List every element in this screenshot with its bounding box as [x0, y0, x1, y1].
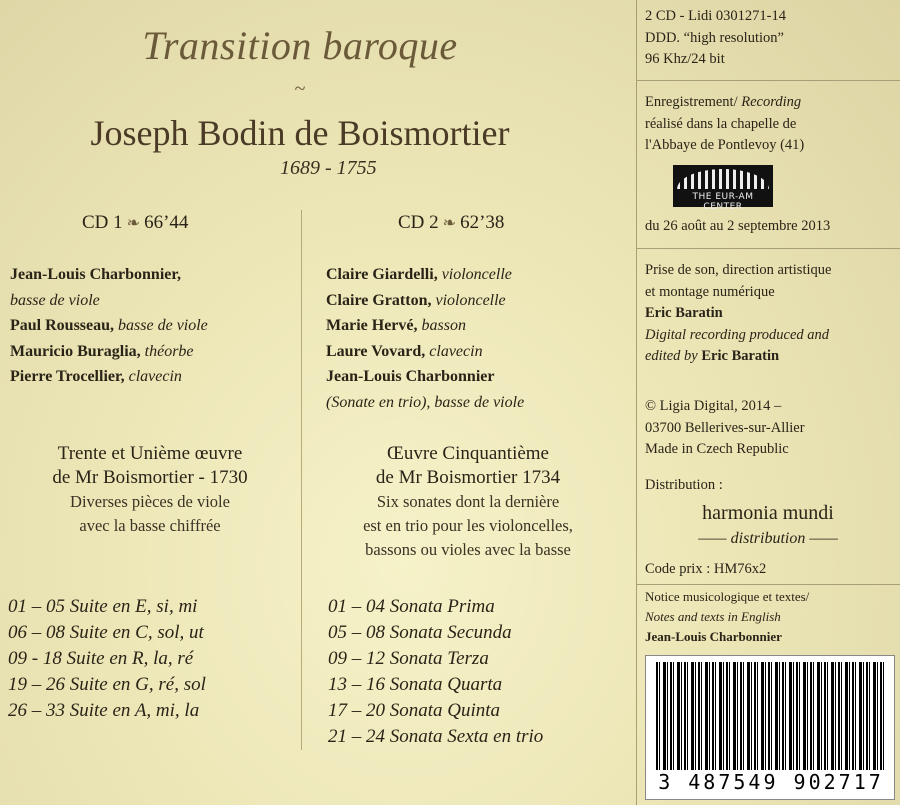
- cd1-tracklist: [8, 594, 206, 724]
- work-description: est en trio pour les violoncelles,: [363, 516, 573, 535]
- price-code: Code prix : HM76x2: [645, 561, 767, 577]
- track-item: 26 – 33 Suite en A, mi, la: [8, 700, 200, 721]
- arch-icon: [677, 169, 769, 189]
- work-description: Diverses pièces de viole: [70, 492, 230, 511]
- performer-row: Pierre Trocellier, clavecin: [10, 368, 182, 385]
- recording-info: Enregistrement/ Recording réalisé dans la chapelle de l'Abbaye de Pontlevoy (41): [645, 94, 805, 153]
- track-item: 01 – 05 Suite en E, si, mi: [8, 596, 198, 617]
- leaf-ornament-icon: ❧: [126, 215, 141, 232]
- work-title: Trente et Unième œuvre: [57, 443, 243, 464]
- cd1-performers: [10, 262, 208, 390]
- distributor-subtitle: —— distribution ——: [698, 530, 838, 547]
- cd2-duration: 62’38: [460, 212, 505, 233]
- distribution-label: Distribution :: [645, 477, 723, 493]
- performer-row: Laure Vovard, clavecin: [326, 342, 483, 360]
- distributor-logo: harmonia mundi: [702, 502, 834, 524]
- performer-row: Jean-Louis Charbonnier,: [10, 266, 181, 283]
- performer-row: Paul Rousseau, basse de viole: [10, 317, 208, 334]
- album-title: Transition baroque: [142, 23, 458, 68]
- performer-row: (Sonate en trio), basse de viole: [326, 393, 525, 411]
- cd2-performers: [326, 262, 524, 415]
- track-item: 05 – 08 Sonata Secunda: [328, 622, 512, 643]
- venue-logo: [673, 165, 773, 212]
- track-item: 09 - 18 Suite en R, la, ré: [8, 648, 194, 669]
- barcode-bars: [656, 662, 884, 770]
- work-description: bassons ou violes avec la basse: [365, 540, 571, 559]
- title-ornament: ~: [294, 78, 306, 100]
- work-title: Œuvre Cinquantième: [387, 443, 549, 464]
- sidebar-divider: [636, 0, 637, 805]
- notes-credits: Notice musicologique et textes/ Notes and texts in English Jean-Louis Charbonnier: [645, 589, 810, 644]
- track-item: 06 – 08 Suite en C, sol, ut: [8, 622, 204, 643]
- performer-row: basse de viole: [10, 291, 100, 309]
- performer-row: Jean-Louis Charbonnier: [326, 368, 495, 385]
- composer-name: Joseph Bodin de Boismortier: [90, 113, 510, 153]
- performer-row: Claire Gratton, violoncelle: [326, 291, 506, 309]
- track-item: 17 – 20 Sonata Quinta: [328, 700, 501, 721]
- leaf-ornament-icon: ❧: [442, 215, 457, 232]
- track-item: 09 – 12 Sonata Terza: [328, 648, 489, 669]
- cd1-duration: 66’44: [144, 212, 189, 233]
- work-title: de Mr Boismortier - 1730: [52, 467, 248, 488]
- work-title: de Mr Boismortier 1734: [375, 467, 561, 488]
- barcode: [645, 655, 895, 800]
- production-credits: Prise de son, direction artistique et montage numérique Eric Baratin Digital recording produced and edited by Eric Baratin: [645, 262, 832, 364]
- work-description: Six sonates dont la dernière: [376, 492, 560, 511]
- format-info: 2 CD - Lidi 0301271-14 DDD. “high resolution” 96 Khz/24 bit: [645, 8, 786, 67]
- composer-years: 1689 - 1755: [280, 157, 377, 179]
- track-item: 21 – 24 Sonata Sexta en trio: [328, 726, 544, 747]
- cd2-label: CD 2: [398, 212, 439, 233]
- sidebar-rule: [636, 248, 900, 249]
- track-item: 13 – 16 Sonata Quarta: [328, 674, 503, 695]
- recording-dates: du 26 août au 2 septembre 2013: [645, 218, 831, 234]
- column-divider: [301, 210, 302, 750]
- sidebar-rule: [636, 80, 900, 81]
- cd1-work-info: [0, 442, 300, 538]
- copyright-info: © Ligia Digital, 2014 – 03700 Bellerives-sur-Allier Made in Czech Republic: [645, 398, 805, 457]
- cd1-label: CD 1: [82, 212, 123, 233]
- venue-logo-label: THE EUR-AM CENTER: [692, 192, 754, 212]
- cd1-header: [82, 212, 188, 234]
- performer-row: Mauricio Buraglia, théorbe: [10, 342, 194, 360]
- performer-row: Claire Giardelli, violoncelle: [326, 266, 512, 283]
- track-item: 01 – 04 Sonata Prima: [328, 596, 495, 617]
- cd2-work-info: [310, 442, 626, 562]
- track-item: 19 – 26 Suite en G, ré, sol: [8, 674, 206, 695]
- cd2-tracklist: [328, 594, 543, 750]
- sidebar-rule: [636, 584, 900, 585]
- cd2-header: [398, 212, 504, 234]
- work-description: avec la basse chiffrée: [79, 516, 221, 535]
- barcode-number: 3 487549 902717: [658, 770, 884, 794]
- performer-row: Marie Hervé, basson: [326, 317, 466, 334]
